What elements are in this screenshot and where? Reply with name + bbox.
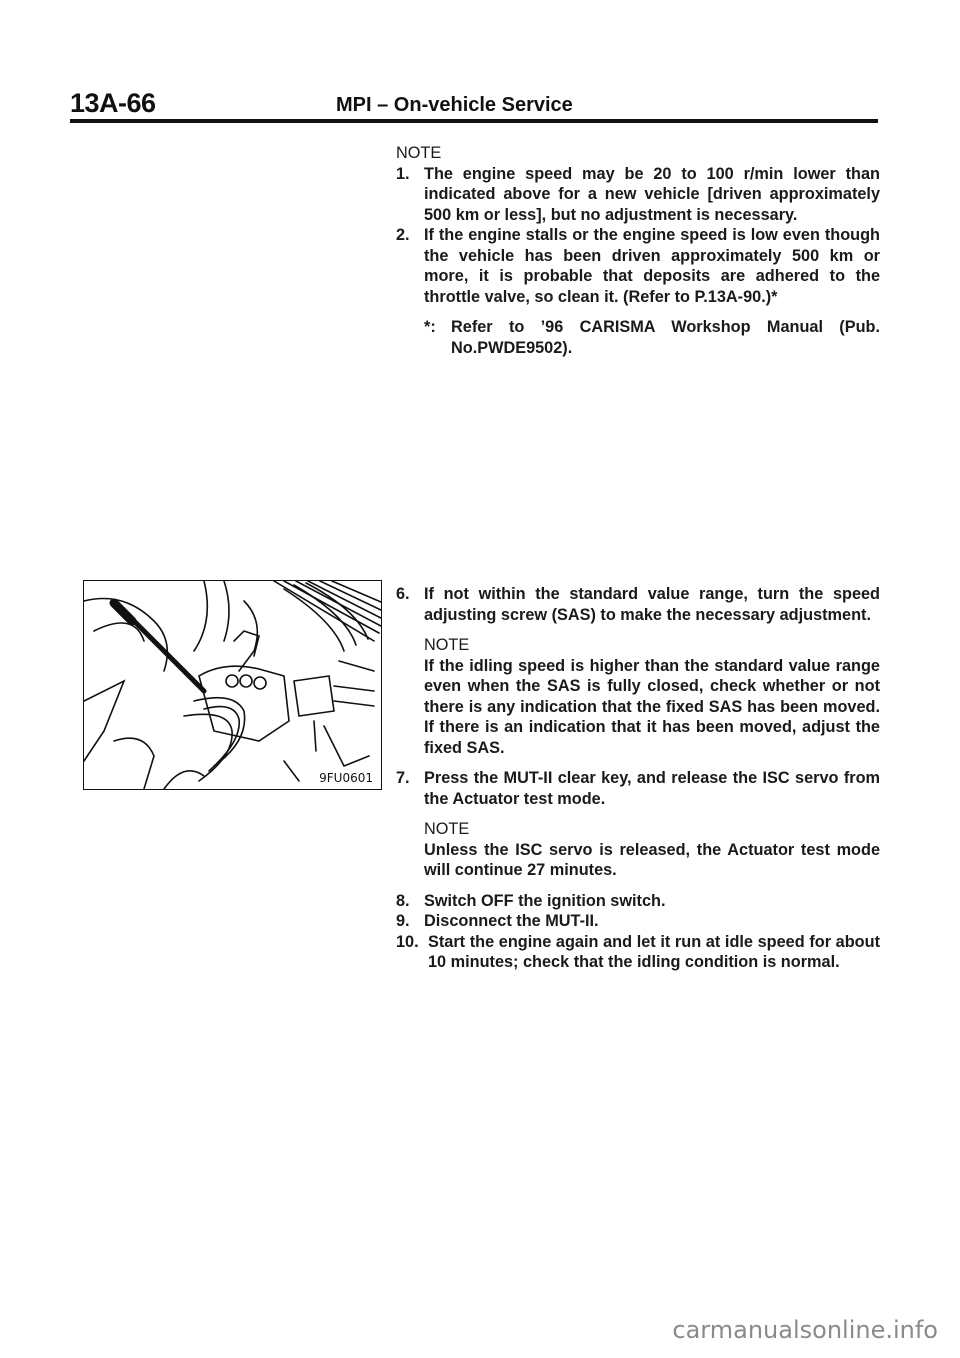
top-note-item-2	[396, 225, 880, 307]
header-rule	[70, 119, 878, 123]
step-6	[396, 584, 880, 758]
top-note-item-1	[396, 164, 880, 226]
top-note-label: NOTE	[396, 144, 442, 162]
footnote-mark: *:	[424, 318, 436, 336]
page-number: 13A-66	[70, 88, 156, 118]
step-8	[396, 891, 880, 912]
note-text: Unless the ISC servo is released, the Actuator test mode will continue 27 minutes.	[424, 840, 880, 879]
throttle-body-illustration-icon	[84, 581, 381, 789]
steps-block	[396, 584, 880, 973]
note-label: NOTE	[424, 636, 470, 654]
item-number: 1.	[396, 164, 410, 183]
step-text: Disconnect the MUT-II.	[424, 912, 599, 930]
step-10	[396, 932, 880, 973]
top-note-block	[396, 143, 880, 358]
footnote-text: Refer to ’96 CARISMA Workshop Manual (Pub. No.PWDE9502).	[451, 318, 880, 357]
note-text: If the idling speed is higher than the standard value range even when the SAS is fully closed, check whether or not there is any indication that the fixed SAS has been moved. If there is an indication that it has been moved, adjust the fixed SAS.	[424, 656, 880, 757]
step-9	[396, 911, 880, 932]
item-number: 2.	[396, 226, 410, 244]
note-label: NOTE	[424, 820, 470, 838]
step-number: 6.	[396, 585, 410, 603]
step-text: If not within the standard value range, turn the speed adjusting screw (SAS) to make the necessary adjustment.	[424, 585, 880, 624]
item-text: The engine speed may be 20 to 100 r/min lower than indicated above for a new vehicle [driven approximately 500 km or less], but no adjustment is necessary.	[424, 164, 880, 224]
step-number: 8.	[396, 891, 410, 910]
step-number: 9.	[396, 912, 410, 930]
step-text: Switch OFF the ignition switch.	[424, 891, 666, 910]
watermark: carmanualsonline.info	[672, 1316, 938, 1344]
throttle-body-figure	[83, 580, 382, 790]
step-text: Press the MUT-II clear key, and release the ISC servo from the Actuator test mode.	[424, 769, 880, 808]
step-number: 10.	[396, 932, 419, 951]
step-text: Start the engine again and let it run at idle speed for about 10 minutes; check that the idling condition is normal.	[428, 932, 880, 971]
step-7	[396, 768, 880, 881]
figure-label: 9FU0601	[319, 771, 373, 785]
footnote	[396, 317, 880, 358]
step-number: 7.	[396, 769, 410, 787]
item-text: If the engine stalls or the engine speed is low even though the vehicle has been driven approximately 500 km or more, it is probable that deposits are adhered to the throttle valve, so clean it. (Refer to P.13A-90.)*	[424, 226, 880, 306]
section-title: MPI – On-vehicle Service	[336, 94, 573, 116]
